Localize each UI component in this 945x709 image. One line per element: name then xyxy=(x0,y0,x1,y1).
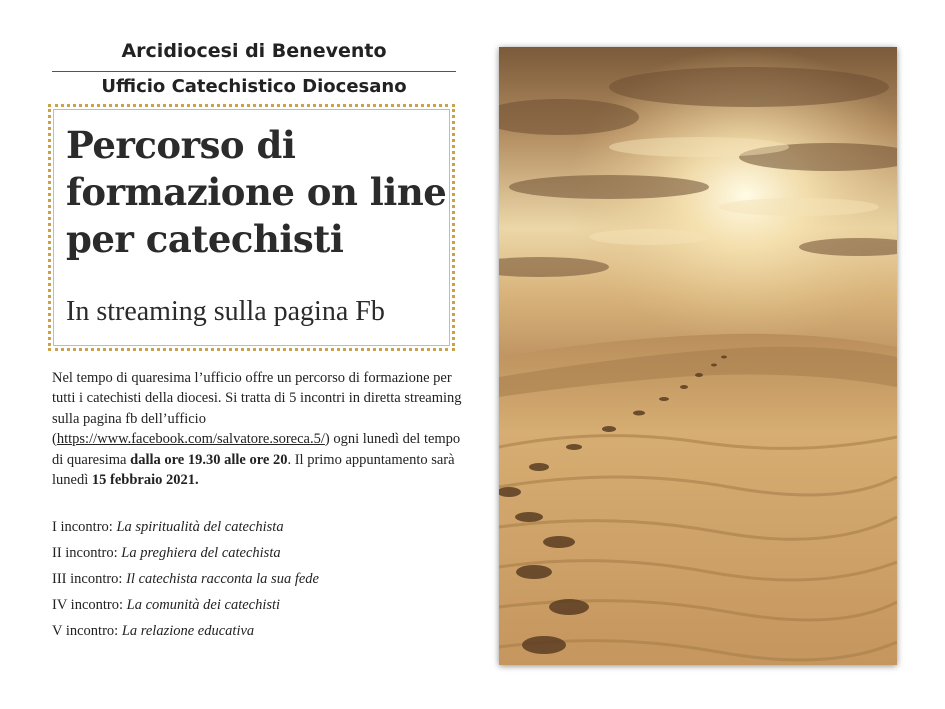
subtitle: In streaming sulla pagina Fb xyxy=(66,296,385,327)
list-item xyxy=(52,517,319,543)
facebook-link[interactable]: https://www.facebook.com/salvatore.soreca.5/ xyxy=(56,431,325,448)
organization-name: Arcidiocesi di Benevento xyxy=(121,40,387,62)
list-item xyxy=(52,543,319,569)
start-date: 15 febbraio 2021. xyxy=(91,472,199,489)
meeting-label: V incontro: xyxy=(52,623,122,639)
meeting-label: IV incontro: xyxy=(52,597,127,613)
description-text-1: Nel tempo di quaresima l’ufficio offre un percorso di formazione per tutti i catechisti della diocesi. Si tratta di 5 incontri in diretta streaming sulla pagina fb dell’ufficio ( xyxy=(52,370,462,448)
page-title: Percorso di formazione on line per catechisti xyxy=(66,123,447,261)
desert-illustration xyxy=(499,47,897,665)
meeting-topic: La comunità dei catechisti xyxy=(126,597,281,613)
meeting-topic: La preghiera del catechista xyxy=(121,545,281,561)
list-item xyxy=(52,595,319,621)
meeting-label: II incontro: xyxy=(52,545,122,561)
list-item xyxy=(52,621,319,647)
description-text-3: . Il primo appuntamento sarà lunedì xyxy=(52,451,455,489)
description-paragraph xyxy=(52,368,462,490)
meetings-list xyxy=(52,517,319,647)
time-range: dalla ore 19.30 alle ore 20 xyxy=(130,451,288,468)
meeting-topic: La spiritualità del catechista xyxy=(116,519,284,535)
desert-photo xyxy=(499,47,897,665)
header-divider xyxy=(52,71,456,72)
meeting-label: I incontro: xyxy=(52,519,117,535)
list-item xyxy=(52,569,319,595)
meeting-label: III incontro: xyxy=(52,571,127,587)
meeting-topic: Il catechista racconta la sua fede xyxy=(126,571,319,587)
description-text-2: ) ogni lunedì del tempo di quaresima xyxy=(52,431,461,468)
office-name: Ufficio Catechistico Diocesano xyxy=(101,76,407,97)
meeting-topic: La relazione educativa xyxy=(121,623,255,639)
